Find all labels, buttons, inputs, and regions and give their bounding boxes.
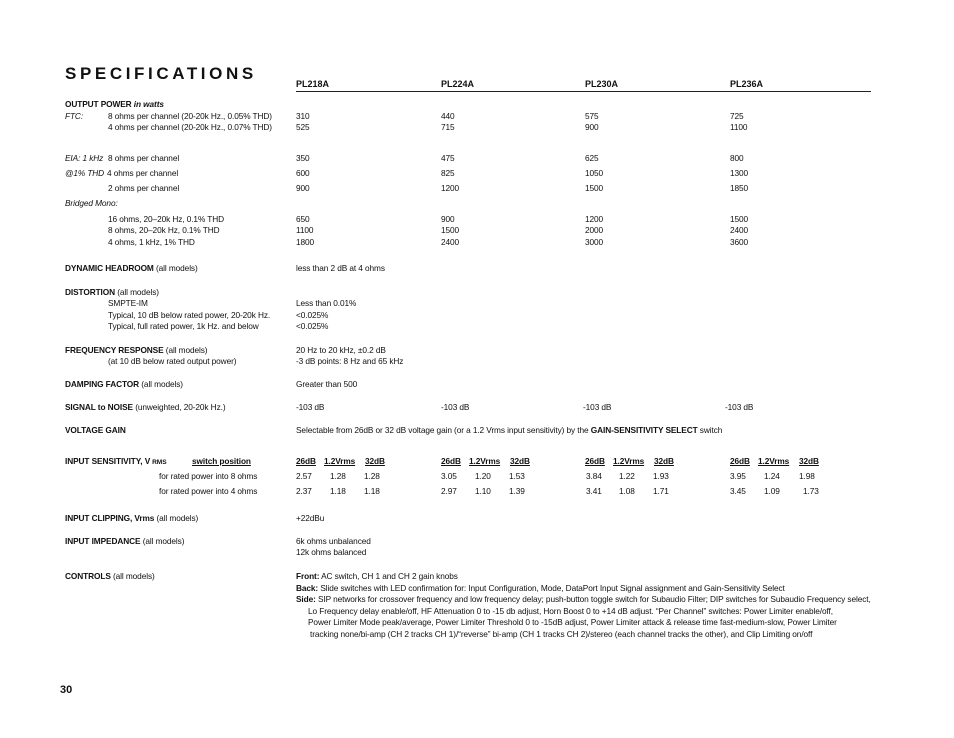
frequency-response-heading <box>65 345 207 355</box>
spec-value: 1850 <box>730 183 749 193</box>
sens-value: 1.08 <box>619 486 635 496</box>
frequency-response-value: -3 dB points: 8 Hz and 65 kHz <box>296 356 404 366</box>
sens-value: 1.53 <box>509 471 525 481</box>
input-sensitivity-rms: RMS <box>152 459 167 466</box>
controls-front <box>296 571 458 581</box>
sens-col-head: 1.2Vrms <box>758 456 790 466</box>
spec-value: 3600 <box>730 237 749 247</box>
spec-value: 2400 <box>730 225 749 235</box>
distortion-label: DISTORTION <box>65 287 116 297</box>
header-rule <box>296 91 871 92</box>
spec-value: -103 dB <box>296 402 325 412</box>
section-note: (all models) <box>112 571 155 581</box>
sens-value: 1.18 <box>364 486 380 496</box>
voltage-gain-text: Selectable from 26dB or 32 dB voltage gain (or a 1.2 Vrms input sensitivity) by the <box>296 425 589 435</box>
spec-value: 650 <box>296 214 310 224</box>
controls-side-line: Lo Frequency delay enable/off, HF Attenuation 0 to -15 db adjust, Horn Boost 0 to +14 dB adjust. “Per Channel” switches: Power Limiter enable/off, <box>308 606 833 616</box>
spec-value: 1100 <box>296 225 314 235</box>
section-note: (all models) <box>142 536 185 546</box>
damping-factor-label: DAMPING FACTOR <box>65 379 140 389</box>
spec-value: 350 <box>296 153 310 163</box>
section-note: (all models) <box>156 513 199 523</box>
sens-value: 1.09 <box>764 486 780 496</box>
signal-to-noise-label: SIGNAL to NOISE <box>65 402 133 412</box>
spec-value: 625 <box>585 153 599 163</box>
input-clipping-value: +22dBu <box>296 513 325 523</box>
thd-label: @1% THD <box>65 168 105 178</box>
model-header-pl218a: PL218A <box>296 79 330 89</box>
controls-label: CONTROLS <box>65 571 111 581</box>
sens-value: 1.22 <box>619 471 635 481</box>
spec-value: 1050 <box>585 168 604 178</box>
section-note: (all models) <box>141 379 183 389</box>
sens-value: 1.28 <box>364 471 380 481</box>
output-power-heading <box>65 99 164 109</box>
spec-value: 800 <box>730 153 744 163</box>
spec-value: 715 <box>441 122 455 132</box>
sens-value: 1.71 <box>653 486 669 496</box>
spec-value: 525 <box>296 122 310 132</box>
spec-value: 1500 <box>730 214 749 224</box>
sens-value: 1.73 <box>803 486 819 496</box>
sens-value: 2.37 <box>296 486 312 496</box>
sens-value: 2.57 <box>296 471 312 481</box>
eia-label: EIA: 1 kHz <box>65 153 104 163</box>
sens-col-head: 1.2Vrms <box>469 456 501 466</box>
sens-col-head: 1.2Vrms <box>324 456 356 466</box>
bridged-row-label: 4 ohms, 1 kHz, 1% THD <box>108 237 195 247</box>
section-note: (all models) <box>155 263 198 273</box>
spec-value: 2400 <box>441 237 460 247</box>
input-sensitivity-heading <box>65 456 167 468</box>
sens-col-head: 26dB <box>296 456 316 466</box>
eia-row-label: 8 ohms per channel <box>108 153 180 163</box>
sens-value: 2.97 <box>441 486 457 496</box>
voltage-gain-switch-name: GAIN-SENSITIVITY SELECT <box>590 425 698 435</box>
sens-col-head: 32dB <box>654 456 674 466</box>
dynamic-headroom-heading <box>65 263 198 273</box>
spec-value: 900 <box>585 122 599 132</box>
controls-side-line: Power Limiter Mode peak/average, Power Limiter Threshold 0 to -15dB adjust, Power Limiter attack & release time fast-medium-slow, Power Limiter <box>308 617 837 627</box>
page-number: 30 <box>60 684 73 696</box>
controls-side <box>296 594 871 604</box>
sens-value: 1.39 <box>509 486 525 496</box>
sens-value: 3.45 <box>730 486 746 496</box>
signal-to-noise-heading <box>65 402 225 412</box>
spec-value: 1800 <box>296 237 315 247</box>
input-clipping-label: INPUT CLIPPING, Vrms <box>65 513 155 523</box>
spec-value: 1500 <box>441 225 460 235</box>
input-sensitivity-label: INPUT SENSITIVITY, V <box>65 456 151 466</box>
input-impedance-label: INPUT IMPEDANCE <box>65 536 141 546</box>
sens-row-label: for rated power into 8 ohms <box>159 471 258 481</box>
voltage-gain-heading: VOLTAGE GAIN <box>65 425 126 435</box>
model-header-pl230a: PL230A <box>585 79 619 89</box>
spec-value: 440 <box>441 111 455 121</box>
spec-value: 825 <box>441 168 455 178</box>
sens-value: 1.98 <box>799 471 815 481</box>
frequency-response-value: 20 Hz to 20 kHz, ±0.2 dB <box>296 345 386 355</box>
sens-col-head: 32dB <box>799 456 819 466</box>
controls-front-label: Front: <box>296 571 320 581</box>
model-header-pl224a: PL224A <box>441 79 475 89</box>
ftc-label: FTC: <box>65 111 84 121</box>
spec-value: 3000 <box>585 237 604 247</box>
sens-col-head: 26dB <box>441 456 461 466</box>
sens-value: 1.10 <box>475 486 491 496</box>
sens-row-label: for rated power into 4 ohms <box>159 486 258 496</box>
sens-col-head: 32dB <box>510 456 530 466</box>
model-header-pl236a: PL236A <box>730 79 764 89</box>
spec-value: 1200 <box>441 183 460 193</box>
input-impedance-value: 12k ohms balanced <box>296 547 367 557</box>
sens-value: 3.05 <box>441 471 457 481</box>
eia-row-label: 4 ohms per channel <box>107 168 179 178</box>
sens-value: 1.24 <box>764 471 780 481</box>
controls-back-text: Slide switches with LED confirmation for: Input Configuration, Mode, DataPort Input Signal assignment and Gain-Sensitivity Select <box>320 583 785 593</box>
distortion-row-value: Less than 0.01% <box>296 298 357 308</box>
controls-back <box>296 583 785 593</box>
sens-value: 3.84 <box>586 471 602 481</box>
page-title: SPECIFICATIONS <box>65 64 257 83</box>
sens-value: 3.95 <box>730 471 746 481</box>
bridged-mono-label: Bridged Mono: <box>65 198 118 208</box>
spec-value: 1300 <box>730 168 749 178</box>
distortion-row-value: <0.025% <box>296 310 329 320</box>
sens-col-head: 32dB <box>365 456 385 466</box>
damping-factor-value: Greater than 500 <box>296 379 358 389</box>
sens-col-head: 1.2Vrms <box>613 456 645 466</box>
sens-col-head: 26dB <box>730 456 750 466</box>
controls-front-text: AC switch, CH 1 and CH 2 gain knobs <box>321 571 458 581</box>
section-note: (all models) <box>165 345 208 355</box>
spec-value: 1100 <box>730 122 748 132</box>
distortion-row-label: SMPTE-IM <box>108 298 148 308</box>
section-note: (unweighted, 20-20k Hz.) <box>135 402 226 412</box>
dynamic-headroom-label: DYNAMIC HEADROOM <box>65 263 154 273</box>
spec-value: -103 dB <box>441 402 470 412</box>
spec-value: -103 dB <box>583 402 612 412</box>
distortion-row-label: Typical, 10 dB below rated power, 20-20k Hz. <box>108 310 271 320</box>
sens-col-head: 26dB <box>585 456 605 466</box>
bridged-row-label: 8 ohms, 20–20k Hz, 0.1% THD <box>108 225 220 235</box>
eia-row-label: 2 ohms per channel <box>108 183 180 193</box>
sens-value: 3.41 <box>586 486 602 496</box>
spec-value: 1500 <box>585 183 604 193</box>
output-power-unit: in watts <box>133 99 164 109</box>
input-clipping-heading <box>65 513 198 523</box>
sens-value: 1.20 <box>475 471 491 481</box>
spec-value: 900 <box>296 183 310 193</box>
switch-position-label: switch position <box>192 456 251 466</box>
spec-value: 575 <box>585 111 599 121</box>
controls-back-label: Back: <box>296 583 319 593</box>
dynamic-headroom-value: less than 2 dB at 4 ohms <box>296 263 385 273</box>
controls-side-text: SIP networks for crossover frequency and low frequency delay; push-button toggle switch for Subaudio Filter; DIP switches for Subaudio Frequency select, <box>318 594 871 604</box>
spec-value: 310 <box>296 111 310 121</box>
damping-factor-heading <box>65 379 183 389</box>
spec-value: 725 <box>730 111 744 121</box>
section-note: (all models) <box>117 287 159 297</box>
spec-value: 1200 <box>585 214 604 224</box>
sens-value: 1.28 <box>330 471 346 481</box>
frequency-response-label: FREQUENCY RESPONSE <box>65 345 164 355</box>
spec-value: 900 <box>441 214 455 224</box>
distortion-heading <box>65 287 159 297</box>
input-impedance-heading <box>65 536 184 546</box>
controls-side-line: tracking none/bi-amp (CH 2 tracks CH 1)/“reverse” bi-amp (CH 1 tracks CH 2)/stereo (each channel tracks the other), and Clip Limiting on/off <box>310 629 813 639</box>
spec-value: 475 <box>441 153 455 163</box>
input-impedance-value: 6k ohms unbalanced <box>296 536 371 546</box>
spec-value: -103 dB <box>725 402 754 412</box>
distortion-row-label: Typical, full rated power, 1k Hz. and below <box>108 321 259 331</box>
voltage-gain-value <box>296 425 722 435</box>
output-power-label: OUTPUT POWER <box>65 99 132 109</box>
controls-side-label: Side: <box>296 594 316 604</box>
distortion-row-value: <0.025% <box>296 321 329 331</box>
sens-value: 1.18 <box>330 486 346 496</box>
spec-value: 600 <box>296 168 310 178</box>
bridged-row-label: 16 ohms, 20–20k Hz, 0.1% THD <box>108 214 225 224</box>
spec-value: 2000 <box>585 225 604 235</box>
voltage-gain-text-end: switch <box>699 425 723 435</box>
sens-value: 1.93 <box>653 471 669 481</box>
frequency-response-sub: (at 10 dB below rated output power) <box>108 356 237 366</box>
controls-heading <box>65 571 155 581</box>
ftc-row-label: 4 ohms per channel (20-20k Hz., 0.07% THD) <box>108 122 272 132</box>
ftc-row-label: 8 ohms per channel (20-20k Hz., 0.05% THD) <box>108 111 272 121</box>
